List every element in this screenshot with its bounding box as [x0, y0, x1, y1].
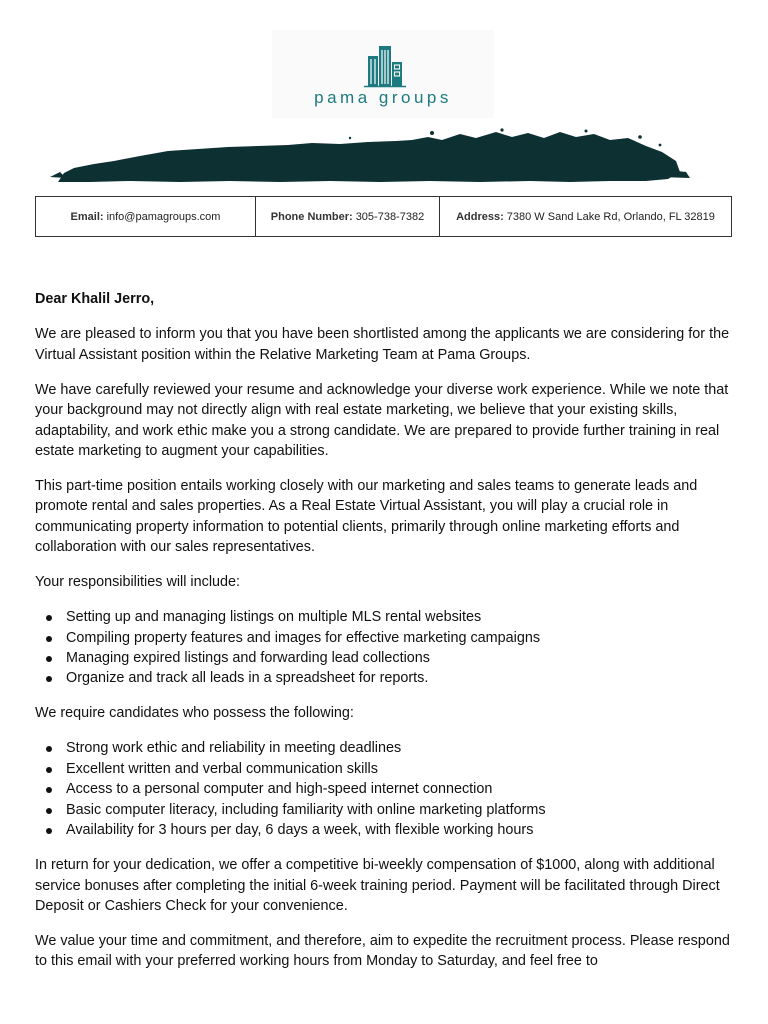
- requirements-intro: We require candidates who possess the following:: [35, 705, 354, 722]
- paragraph-next-steps: We value your time and commitment, and therefore, aim to expedite the recruitment process. Please respond to this email with your preferred working hours from Monday to Saturday, and feel free to: [35, 932, 730, 970]
- paragraph-position-details: This part-time position entails working closely with our marketing and sales teams to generate leads and promote rental and sales properties. As a Real Estate Virtual Assistant, you will play a crucial role in communicating property information to potential clients, primarily through online marketing efforts and collaboration with our sales representatives.: [35, 478, 698, 556]
- responsibilities-list: [35, 607, 735, 689]
- phone-value: 305-738-7382: [355, 210, 425, 223]
- list-item: Basic computer literacy, including familiarity with online marketing platforms: [35, 800, 735, 820]
- list-item: Managing expired listings and forwarding lead collections: [35, 648, 735, 668]
- paragraph-resume-review: We have carefully reviewed your resume and acknowledge your diverse work experience. While we note that your background may not directly align with real estate marketing, we believe that your existing skills, adaptability, and work ethic make you a strong candidate. We are prepared to provide further training in real estate marketing to augment your capabilities.: [35, 381, 729, 460]
- list-item: Access to a personal computer and high-speed internet connection: [35, 779, 735, 799]
- list-item: Compiling property features and images for effective marketing campaigns: [35, 628, 735, 648]
- phone-label: Phone Number:: [270, 210, 353, 223]
- list-item: Availability for 3 hours per day, 6 days a week, with flexible working hours: [35, 820, 735, 840]
- email-cell: [36, 197, 255, 236]
- contact-info-table: [35, 196, 732, 237]
- letter-greeting: Dear Khalil Jerro,: [35, 291, 155, 307]
- paragraph-shortlisted: We are pleased to inform you that you have been shortlisted among the applicants we are considering for the Virtual Assistant position within the Relative Marketing Team at Pama Groups.: [35, 326, 730, 363]
- email-label: Email:: [70, 210, 104, 223]
- address-label: Address:: [456, 210, 504, 223]
- brush-stroke-divider: [50, 128, 690, 186]
- logo-wordmark: pama groups: [314, 88, 452, 107]
- letter-body: [35, 289, 735, 986]
- paragraph-compensation: In return for your dedication, we offer a competitive bi-weekly compensation of $1000, along with additional service bonuses after completing the initial 6-week training period. Payment will be facilitated through Direct Deposit or Cashiers Check for your convenience.: [35, 857, 720, 914]
- list-item: Organize and track all leads in a spreadsheet for reports.: [35, 668, 735, 688]
- buildings-icon: [362, 44, 408, 88]
- list-item: Setting up and managing listings on multiple MLS rental websites: [35, 607, 735, 627]
- phone-cell: [255, 197, 439, 236]
- address-value: 7380 W Sand Lake Rd, Orlando, FL 32819: [506, 210, 715, 223]
- responsibilities-intro: Your responsibilities will include:: [35, 574, 241, 591]
- list-item: Strong work ethic and reliability in meeting deadlines: [35, 738, 735, 758]
- address-cell: [439, 197, 731, 236]
- email-value[interactable]: info@pamagroups.com: [106, 210, 221, 223]
- requirements-list: [35, 738, 735, 840]
- list-item: Excellent written and verbal communication skills: [35, 759, 735, 779]
